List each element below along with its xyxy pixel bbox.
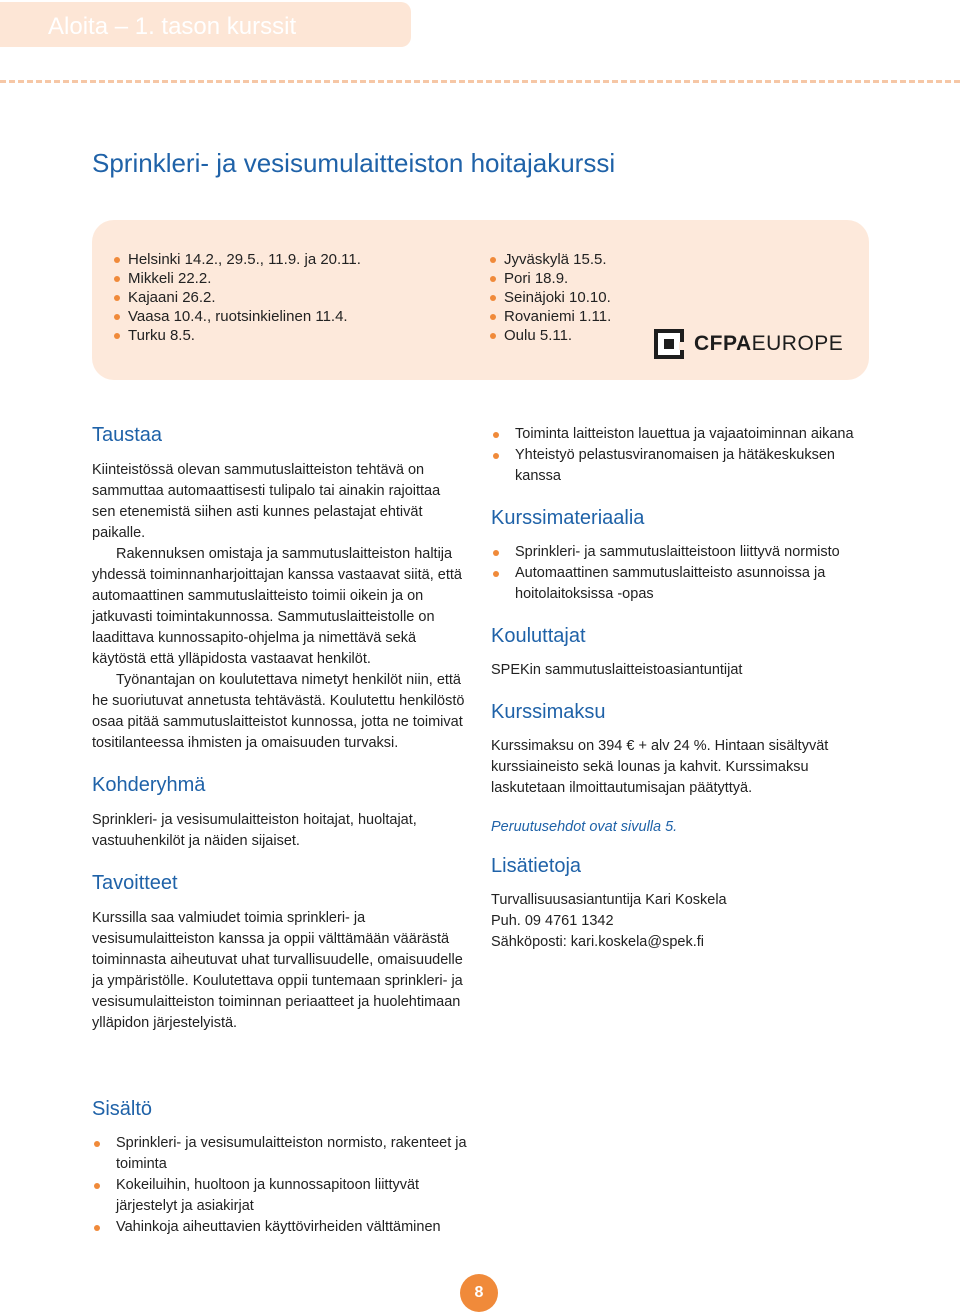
contact-phone: Puh. 09 4761 1342: [491, 913, 614, 929]
tavoitteet-heading: Tavoitteet: [92, 872, 178, 894]
date-item: Mikkeli 22.2.: [114, 269, 361, 288]
list-item: Kokeiluihin, huoltoon ja kunnossapitoon liittyvät järjestelyt ja asiakirjat: [92, 1175, 467, 1217]
date-item: Vaasa 10.4., ruotsinkielinen 11.4.: [114, 307, 361, 326]
list-item: Sprinkleri- ja vesisumulaitteiston normisto, rakenteet ja toiminta: [92, 1133, 467, 1175]
kurssimaksu-heading: Kurssimaksu: [491, 701, 606, 723]
list-item: Toiminta laitteiston lauettua ja vajaatoiminnan aikana: [491, 424, 871, 445]
right-column: [491, 420, 871, 953]
kurssimateriaalia-heading: Kurssimateriaalia: [491, 507, 645, 529]
date-item: Helsinki 14.2., 29.5., 11.9. ja 20.11.: [114, 250, 361, 269]
dates-list-right: [490, 250, 611, 345]
date-item: Kajaani 26.2.: [114, 288, 361, 307]
taustaa-paragraph-3: Työnantajan on koulutettava nimetyt henkilöt niin, että he suoriutuvat annetusta tehtävästä. Koulutettu henkilöstö osaa pitää sammutuslaitteistot kunnossa, jotta ne toimivat tositilanteessa ihmisten ja omaisuuden turvaksi.: [92, 672, 465, 751]
kohderyhma-heading: Kohderyhmä: [92, 774, 206, 796]
tavoitteet-text: Kurssilla saa valmiudet toimia sprinkleri- ja vesisumulaitteiston kanssa ja oppii välttämään väärästä toiminnasta aiheutuvat uhat turvallisuudelle, omaisuudelle ja ympäristölle. Koulutettava oppii tuntemaan sprinkleri- ja vesisumulaitteiston toiminnan periaatteet ja huolehtimaan ylläpidon järjestelyistä.: [92, 910, 463, 1031]
sisalto-heading: Sisältö: [92, 1098, 153, 1120]
list-item: Sprinkleri- ja sammutuslaitteistoon liittyvä normisto: [491, 542, 871, 563]
date-item: Pori 18.9.: [490, 269, 611, 288]
taustaa-heading: Taustaa: [92, 424, 163, 446]
contact-person: Turvallisuusasiantuntija Kari Koskela: [491, 892, 727, 908]
dates-list-left: [114, 250, 361, 345]
logo-text: CFPAEUROPE: [694, 332, 844, 355]
page-number: 8: [460, 1274, 498, 1312]
taustaa-paragraph-1: Kiinteistössä olevan sammutuslaitteiston tehtävä on sammuttaa automaattisesti tulipalo tai ainakin rajoittaa sen etenemistä siihen asti kunnes pelastajat ehtivät paikalle.: [92, 462, 441, 541]
cfpa-logo-icon: [654, 329, 684, 359]
list-item: Yhteistyö pelastusviranomaisen ja hätäkeskuksen kanssa: [491, 445, 871, 487]
list-item: Vahinkoja aiheuttavien käyttövirheiden välttäminen: [92, 1217, 467, 1238]
section-tab: [0, 2, 411, 47]
kouluttajat-text: SPEKin sammutuslaitteistoasiantuntijat: [491, 662, 743, 678]
list-item: Automaattinen sammutuslaitteisto asunnoissa ja hoitolaitoksissa -opas: [491, 563, 871, 605]
cfpa-europe-logo: [654, 328, 843, 360]
sisalto-section: [92, 1098, 467, 1238]
contact-email[interactable]: Sähköposti: kari.koskela@spek.fi: [491, 934, 704, 950]
kurssimateriaalia-list: [491, 542, 871, 605]
date-item: Turku 8.5.: [114, 326, 361, 345]
sisalto-list: [92, 1133, 467, 1238]
lisatietoja-heading: Lisätietoja: [491, 855, 582, 877]
page-title: Sprinkleri- ja vesisumulaitteiston hoitajakurssi: [92, 148, 616, 178]
kohderyhma-text: Sprinkleri- ja vesisumulaitteiston hoitajat, huoltajat, vastuuhenkilöt ja näiden sijaiset.: [92, 812, 417, 849]
dashed-divider: [0, 80, 960, 83]
section-tab-title: Aloita – 1. tason kurssit: [48, 13, 297, 40]
date-item: Oulu 5.11.: [490, 326, 611, 345]
sisalto-continued-list: [491, 424, 871, 487]
taustaa-paragraph-2: Rakennuksen omistaja ja sammutuslaitteiston haltija yhdessä toiminnanharjoittajan kanssa vastaavat siitä, että automaattinen sammutuslaitteisto toimii oikein ja on jatkuvasti toimintakunnossa. Sammutuslaitteistolle on laadittava kunnossapito-ohjelma ja nimettävä sekä käytöstä että ylläpidosta vastaavat henkilöt.: [92, 546, 462, 667]
dates-box: [92, 220, 869, 380]
left-column: [92, 420, 467, 1034]
kouluttajat-heading: Kouluttajat: [491, 625, 586, 647]
date-item: Seinäjoki 10.10.: [490, 288, 611, 307]
kurssimaksu-text: Kurssimaksu on 394 € + alv 24 %. Hintaan sisältyvät kurssiaineisto sekä lounas ja kahvit. Kurssimaksu laskutetaan ilmoittautumisajan päätyttyä.: [491, 738, 829, 796]
date-item: Jyväskylä 15.5.: [490, 250, 611, 269]
cancellation-terms-link[interactable]: Peruutusehdot ovat sivulla 5.: [491, 819, 678, 835]
date-item: Rovaniemi 1.11.: [490, 307, 611, 326]
